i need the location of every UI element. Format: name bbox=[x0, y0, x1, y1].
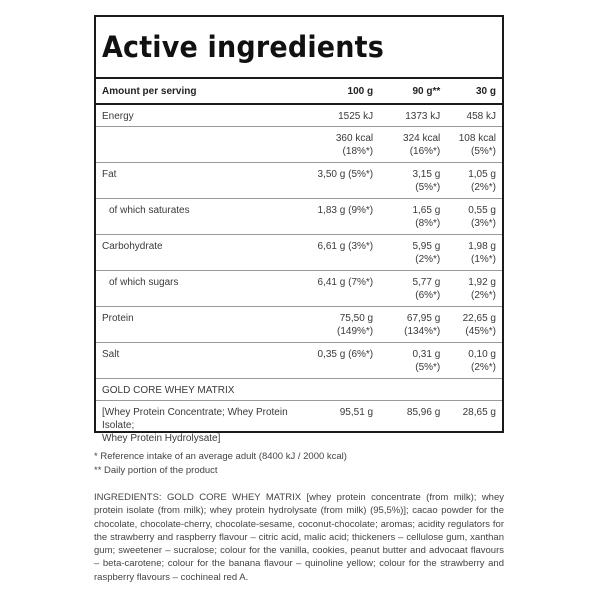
row-value: 108 kcal (5%*) bbox=[446, 126, 502, 162]
table-row bbox=[96, 306, 502, 342]
footnotes bbox=[94, 450, 347, 478]
row-value: 1,98 g (1%*) bbox=[446, 234, 502, 270]
row-value: 67,95 g (134%*) bbox=[379, 306, 446, 342]
table-row bbox=[96, 104, 502, 126]
row-value: 6,41 g (7%*) bbox=[307, 270, 380, 306]
panel-title: Active ingredients bbox=[102, 30, 384, 64]
nutrition-panel bbox=[94, 15, 504, 444]
row-label bbox=[96, 126, 307, 162]
row-value: 1,83 g (9%*) bbox=[307, 198, 380, 234]
row-label: Fat bbox=[96, 162, 307, 198]
row-value: 458 kJ bbox=[446, 104, 502, 126]
header-30g: 30 g bbox=[446, 79, 502, 104]
row-value: 324 kcal (16%*) bbox=[379, 126, 446, 162]
header-100g: 100 g bbox=[307, 79, 380, 104]
table-header-row bbox=[96, 79, 502, 104]
row-value: 1,05 g (2%*) bbox=[446, 162, 502, 198]
row-value: 0,35 g (6%*) bbox=[307, 342, 380, 378]
row-value: 5,95 g (2%*) bbox=[379, 234, 446, 270]
row-value bbox=[307, 378, 380, 400]
row-value: 0,31 g (5%*) bbox=[379, 342, 446, 378]
row-label: [Whey Protein Concentrate; Whey Protein Isolate; Whey Protein Hydrolysate] bbox=[102, 406, 288, 444]
table-row bbox=[96, 400, 502, 445]
table-row bbox=[96, 378, 502, 400]
table-row bbox=[96, 234, 502, 270]
row-value: 3,50 g (5%*) bbox=[307, 162, 380, 198]
row-value: 28,65 g bbox=[462, 406, 496, 418]
ingredients-text: INGREDIENTS: GOLD CORE WHEY MATRIX [whey protein concentrate (from milk); whey protein isolate (from milk); whey protein hydrolysate (from milk) (95,5%)]; cacao powder for the chocolate, chocolate-cherry, chocolate-sesame, coconut-chocolate; aromas; acidity regulators for the strawberry and raspberry flavour – citric acid, malic acid; thickeners – cellulose gum, xanthan gum; sweetener – sucralose; colour for the vanilla, cookies, peanut butter and advocaat flavours – beta-carotene; colour for the banana flavour – quinoline yellow; colour for the strawberry and raspberry flavours – cochineal red A. bbox=[94, 492, 504, 583]
header-90g: 90 g** bbox=[379, 79, 446, 104]
row-value: 360 kcal (18%*) bbox=[307, 126, 380, 162]
row-label: Energy bbox=[96, 104, 307, 126]
table-row bbox=[96, 198, 502, 234]
row-value bbox=[446, 378, 502, 400]
table-row bbox=[96, 270, 502, 306]
table-row bbox=[96, 126, 502, 162]
table-row bbox=[96, 342, 502, 378]
row-label: of which saturates bbox=[96, 198, 307, 234]
row-label: Protein bbox=[96, 306, 307, 342]
table-row bbox=[96, 162, 502, 198]
row-value: 75,50 g (149%*) bbox=[307, 306, 380, 342]
nutrition-table bbox=[96, 79, 502, 445]
header-amount-per-serving: Amount per serving bbox=[96, 79, 307, 104]
row-value: 1525 kJ bbox=[307, 104, 380, 126]
row-value: 0,10 g (2%*) bbox=[446, 342, 502, 378]
row-value: 5,77 g (6%*) bbox=[379, 270, 446, 306]
row-label: Salt bbox=[96, 342, 307, 378]
row-value: 1,65 g (8%*) bbox=[379, 198, 446, 234]
row-value: 0,55 g (3%*) bbox=[446, 198, 502, 234]
row-label: of which sugars bbox=[96, 270, 307, 306]
row-value: 22,65 g (45%*) bbox=[446, 306, 502, 342]
footnote-daily-portion: ** Daily portion of the product bbox=[94, 465, 218, 476]
row-value: 1,92 g (2%*) bbox=[446, 270, 502, 306]
row-value bbox=[379, 378, 446, 400]
row-value: 3,15 g (5%*) bbox=[379, 162, 446, 198]
row-value: 1373 kJ bbox=[379, 104, 446, 126]
row-value: 85,96 g bbox=[406, 406, 441, 418]
table-body bbox=[96, 104, 502, 445]
footnote-reference-intake: * Reference intake of an average adult (8400 kJ / 2000 kcal) bbox=[94, 451, 347, 462]
row-label: GOLD CORE WHEY MATRIX bbox=[96, 378, 307, 400]
row-value: 95,51 g bbox=[339, 406, 374, 418]
row-label: Carbohydrate bbox=[96, 234, 307, 270]
row-value: 6,61 g (3%*) bbox=[307, 234, 380, 270]
